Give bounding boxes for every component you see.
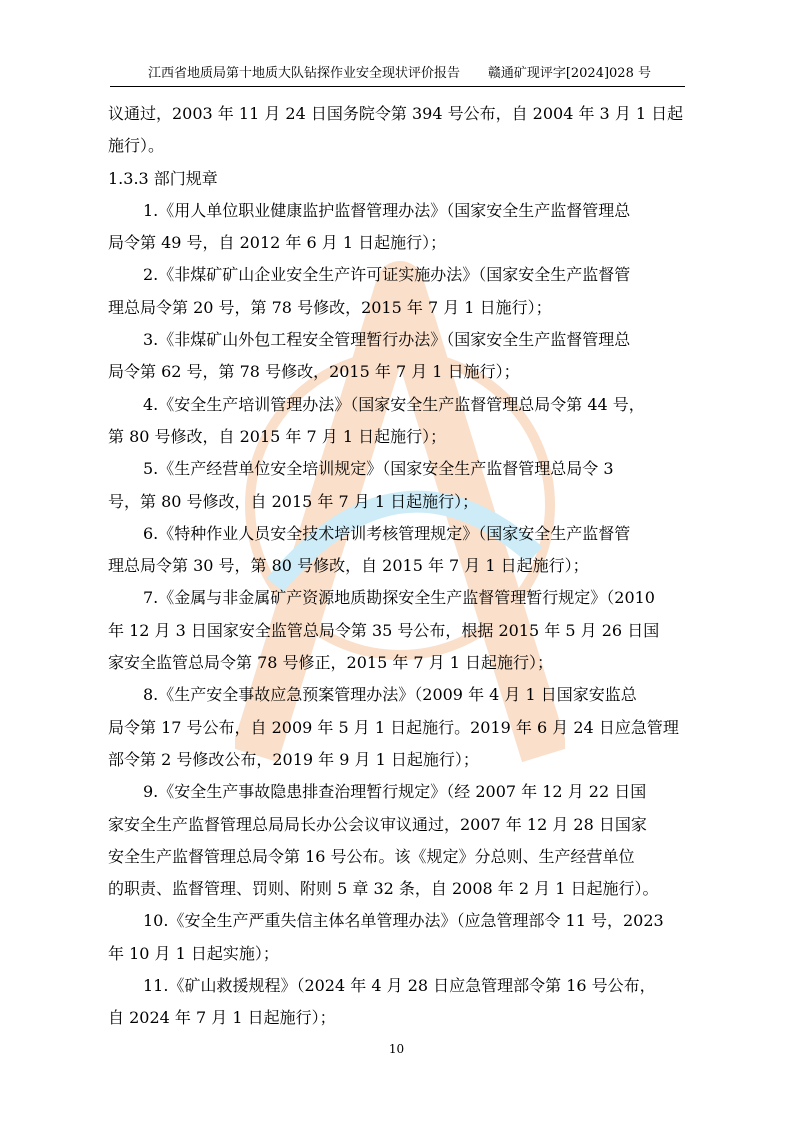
text-line: 局令第 17 号公布，自 2009 年 5 月 1 日起施行。2019 年 6 月 24 日应急管理 [108,717,679,737]
text-line: 议通过，2003 年 11 月 24 日国务院令第 394 号公布，自 2004 年 3 月 1 日起 [108,104,684,123]
text-line: 7.《金属与非金属矿产资源地质勘探安全生产监督管理暂行规定》（2010 [143,588,655,608]
text-line: 家安全生产监督管理总局局长办公会议审议通过，2007 年 12 月 28 日国家 [108,814,647,834]
text-line: 理总局令第 30 号，第 80 号修改，自 2015 年 7 月 1 日起施行）； [108,556,589,576]
text-line: 自 2024 年 7 月 1 日起施行）； [108,1008,336,1028]
text-line: 局令第 62 号，第 78 号修改，2015 年 7 月 1 日施行）； [108,362,520,382]
header-report-title: 江西省地质局第十地质大队钻探作业安全现状评价报告 [148,66,461,81]
text-line: 1.3.3 部门规章 [108,168,218,188]
text-line: 年 12 月 3 日国家安全监管总局令第 35 号公布，根据 2015 年 5 月 26 日国 [108,620,660,640]
text-line: 安全生产监督管理总局令第 16 号公布。该《规定》分总则、生产经营单位 [108,846,635,866]
text-line: 部令第 2 号修改公布，2019 年 9 月 1 日起施行）； [108,749,479,769]
text-line: 11.《矿山救援规程》（2024 年 4 月 28 日应急管理部令第 16 号公布， [143,976,656,996]
text-line: 5.《生产经营单位安全培训规定》（国家安全生产监督管理总局令 3 [143,459,614,479]
text-line: 8.《生产安全事故应急预案管理办法》（2009 年 4 月 1 日国家安监总 [143,685,637,705]
page-header [110,62,685,87]
text-line: 2.《非煤矿矿山企业安全生产许可证实施办法》（国家安全生产监督管 [143,265,631,285]
text-line: 1.《用人单位职业健康监护监督管理办法》（国家安全生产监督管理总 [143,200,631,220]
text-line: 年 10 月 1 日起实施）； [108,943,279,963]
text-line: 10.《安全生产严重失信主体名单管理办法》（应急管理部令 11 号，2023 [143,911,664,931]
text-line: 第 80 号修改，自 2015 年 7 月 1 日起施行）； [108,426,447,446]
text-line: 9.《安全生产事故隐患排查治理暂行规定》（经 2007 年 12 月 22 日国 [143,782,647,802]
text-line: 号，第 80 号修改，自 2015 年 7 月 1 日起施行）； [108,491,479,511]
text-line: 理总局令第 20 号，第 78 号修改，2015 年 7 月 1 日施行）； [108,297,552,317]
document-body [108,98,720,1035]
text-line: 3.《非煤矿山外包工程安全管理暂行办法》（国家安全生产监督管理总 [143,330,631,350]
text-line: 6.《特种作业人员安全技术培训考核管理规定》（国家安全生产监督管 [143,523,631,543]
text-line: 施行）。 [108,136,165,156]
page-number: 10 [388,1042,405,1056]
text-line: 家安全监管总局令第 78 号修正，2015 年 7 月 1 日起施行）； [108,653,554,673]
header-report-number: 赣通矿现评字[2024]028 号 [487,66,651,81]
text-line: 局令第 49 号，自 2012 年 6 月 1 日起施行）； [108,233,447,253]
text-line: 4.《安全生产培训管理办法》（国家安全生产监督管理总局令第 44 号， [143,394,645,414]
text-line: 的职责、监督管理、罚则、附则 5 章 32 条，自 2008 年 2 月 1 日起施行）。 [108,879,659,899]
